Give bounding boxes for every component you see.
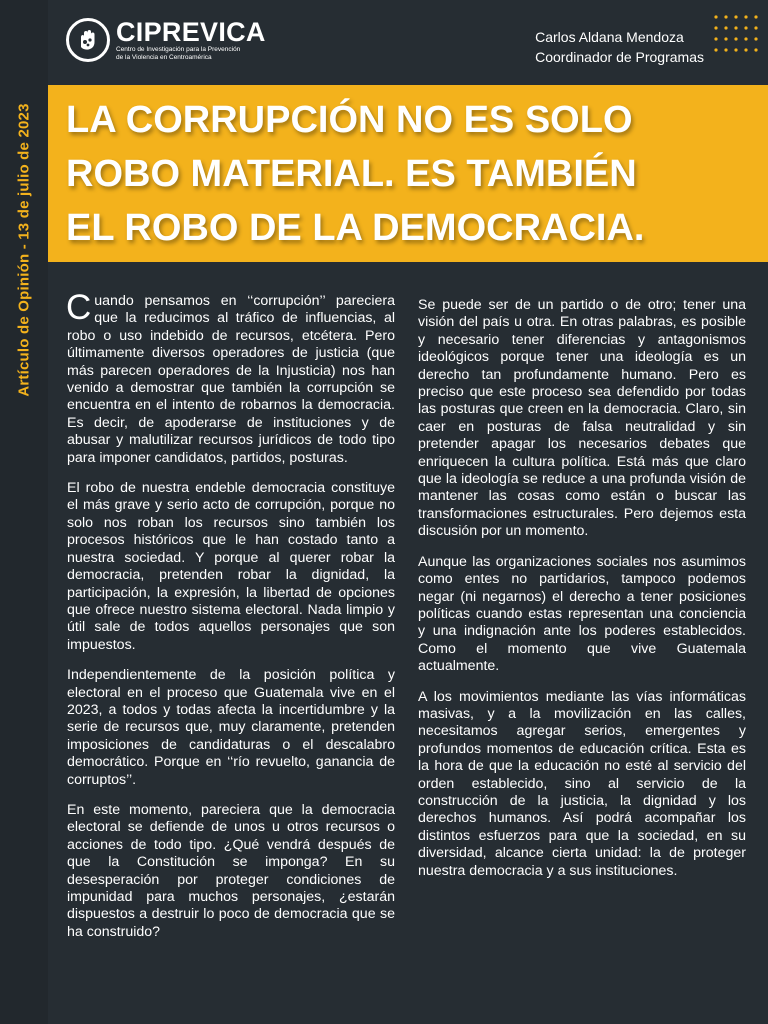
article-column-right: [418, 297, 746, 893]
org-name: CIPREVICA: [116, 17, 266, 47]
paragraph: [66, 288, 395, 467]
author-role: Coordinador de Programas: [535, 49, 704, 65]
org-subtitle-line1: Centro de Investigación para la Prevención: [116, 46, 241, 53]
paragraph: Se puede ser de un partido o de otro; tener una visión del país u otra. En otras palabras, es posible y necesario tener diferencias y antagonismos ideológicos porque tener una ideología es un derecho tan profundamente humano. Pero es preciso que este proceso sea defendido por todas las posturas que creen en la democracia. Claro, sin caer en posturas de falsa neutralidad y sin pretender apagar los necesarios debates que enriquecen la cultura política. Está más que claro que la ideología se reduce a una profunda visión de mantener las cosas como están o buscar las transformaciones estructurales. Pero dejemos esta discusión por un momento.: [418, 297, 746, 540]
dot-grid-icon: [712, 13, 768, 63]
paragraph: En este momento, pareciera que la democracia electoral se defiende de unos u otros recursos o acciones de todo tipo. ¿Qué vendrá después de que la Constitución se imponga? En su desesperación por proteger condiciones de impunidad para muchos personajes, ¿estarán dispuestos a destruir lo poco de democracia que se ha construido?: [67, 801, 395, 940]
title-line-1: LA CORRUPCIÓN NO ES SOLO: [66, 99, 633, 141]
paragraph: A los movimientos mediante las vías informáticas masivas, y a la movilización en las calles, necesitamos agregar serios, emergentes y profundos momentos de educación crítica. Esta es la hora de que la educación no esté al servicio del orden establecido, sino al servicio de la construcción de la justicia, la dignidad y los derechos humanos. Así podrá acompañar los distintos esfuerzos para que la sociedad, en su diversidad, alcance cierta unidad: la de proteger nuestra democracia y a sus instituciones.: [418, 688, 746, 879]
title-line-3: EL ROBO DE LA DEMOCRACIA.: [66, 207, 645, 249]
title-line-2: ROBO MATERIAL. ES TAMBIÉN: [66, 153, 637, 195]
article-date-label: Artículo de Opinión - 13 de julio de 2023: [15, 103, 33, 397]
logo: [66, 18, 266, 62]
paragraph: Independientemente de la posición política y electoral en el proceso que Guatemala vive en el 2023, a todos y todas afecta la incertidumbre y la serie de recursos que, muy claramente, pretenden imposiciones de candidaturas o el descalabro democrático. Porque en ‘‘río revuelto, ganancia de corruptos’’.: [67, 667, 395, 788]
author-block: [535, 27, 704, 67]
header: [48, 0, 768, 85]
author-name: Carlos Aldana Mendoza: [535, 29, 684, 45]
sidebar: [0, 0, 48, 1024]
paragraph-text: uando pensamos en ‘‘corrupción’’ pareciera que la reducimos al tráfico de influencias, al robo o uso indebido de recursos, etcétera. Pero últimamente diversos operadores de justicia (que más parecen operadores de la Injusticia) nos han venido a demostrar que también la corrupción se encuentra en el intento de robarnos la democracia. Es decir, de apoderarse de instituciones y de abusar y malutilizar recursos jurídicos de todo tipo para imponer candidatos, partidos, posturas.: [67, 293, 395, 466]
org-subtitle-line2: de la Violencia en Centroamérica: [116, 54, 212, 61]
drop-cap: C: [66, 288, 92, 327]
paragraph: Aunque las organizaciones sociales nos asumimos como entes no partidarios, tampoco podemos negar (ni negarnos) el derecho a tener posiciones políticas cuando estas representan una conciencia y una indignación ante los poderes establecidos. Como el momento que vive Guatemala actualmente.: [418, 553, 746, 675]
title-banner: [48, 85, 768, 262]
hand-circle-icon: [66, 18, 110, 62]
article-title: [66, 93, 746, 255]
paragraph: El robo de nuestra endeble democracia constituye el más grave y serio acto de corrupción, porque no solo nos roban los recursos sino también los procesos históricos que le han costado tanto a nuestra sociedad. Y porque al querer robar la democracia, pretenden robar la dignidad, la participación, la expresión, la libertad de opciones que ofrece nuestro sistema electoral. Nada limpio y útil sale de todos aquellos personajes que son impuestos.: [67, 480, 395, 653]
article-column-left: [66, 288, 395, 954]
